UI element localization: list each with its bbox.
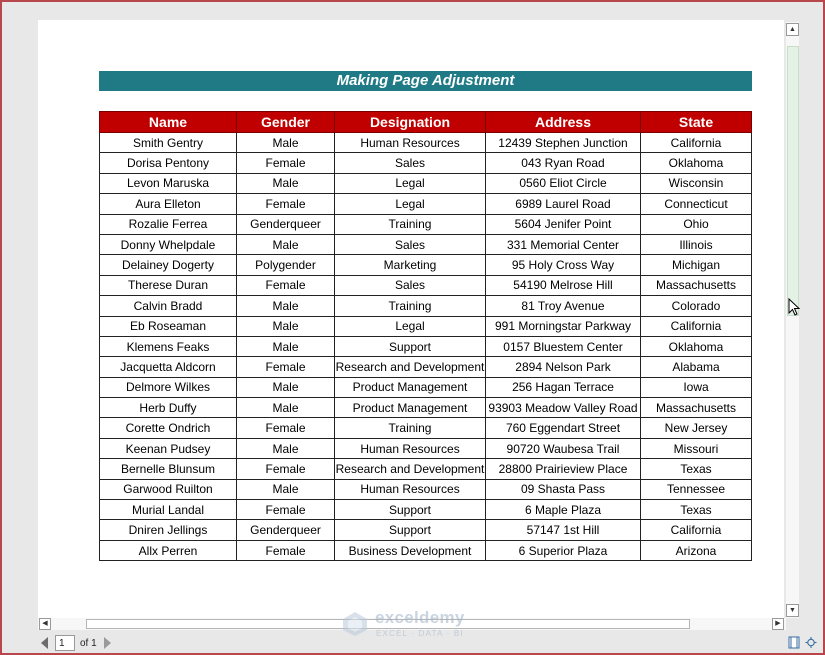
table-row bbox=[100, 520, 752, 540]
cell-address: 90720 Waubesa Trail bbox=[486, 438, 641, 458]
cell-designation: Legal bbox=[335, 194, 486, 214]
table-row bbox=[100, 459, 752, 479]
cell-gender: Male bbox=[237, 438, 335, 458]
cell-state: Wisconsin bbox=[641, 173, 752, 193]
cell-name: Bernelle Blunsum bbox=[100, 459, 237, 479]
cell-gender: Male bbox=[237, 377, 335, 397]
table-row bbox=[100, 316, 752, 336]
cell-designation: Training bbox=[335, 418, 486, 438]
cell-gender: Female bbox=[237, 540, 335, 560]
cell-designation: Training bbox=[335, 214, 486, 234]
cell-name: Dorisa Pentony bbox=[100, 153, 237, 173]
cell-designation: Product Management bbox=[335, 377, 486, 397]
table-row bbox=[100, 479, 752, 499]
cell-state: Colorado bbox=[641, 296, 752, 316]
cell-state: Connecticut bbox=[641, 194, 752, 214]
cell-gender: Female bbox=[237, 500, 335, 520]
triangle-left-icon[interactable] bbox=[41, 637, 48, 649]
cell-gender: Male bbox=[237, 398, 335, 418]
table-row bbox=[100, 357, 752, 377]
table-row bbox=[100, 438, 752, 458]
cell-address: 256 Hagan Terrace bbox=[486, 377, 641, 397]
cell-gender: Female bbox=[237, 418, 335, 438]
table-row bbox=[100, 255, 752, 275]
cell-designation: Human Resources bbox=[335, 479, 486, 499]
cell-designation: Sales bbox=[335, 234, 486, 254]
table-row bbox=[100, 153, 752, 173]
data-table bbox=[99, 111, 752, 561]
arrow-right-icon[interactable]: ▶ bbox=[772, 618, 784, 630]
page-title: Making Page Adjustment bbox=[99, 71, 752, 91]
cell-designation: Marketing bbox=[335, 255, 486, 275]
cell-state: Massachusetts bbox=[641, 398, 752, 418]
cell-state: Tennessee bbox=[641, 479, 752, 499]
vertical-scrollbar[interactable] bbox=[786, 22, 799, 618]
table-row bbox=[100, 377, 752, 397]
column-header-state: State bbox=[641, 112, 752, 133]
cell-name: Herb Duffy bbox=[100, 398, 237, 418]
cell-state: Texas bbox=[641, 500, 752, 520]
cell-gender: Male bbox=[237, 296, 335, 316]
cell-name: Allx Perren bbox=[100, 540, 237, 560]
cell-address: 6989 Laurel Road bbox=[486, 194, 641, 214]
page-margins-icon[interactable] bbox=[788, 636, 800, 649]
cell-gender: Female bbox=[237, 153, 335, 173]
cell-address: 12439 Stephen Junction bbox=[486, 133, 641, 153]
cell-gender: Female bbox=[237, 357, 335, 377]
cell-address: 09 Shasta Pass bbox=[486, 479, 641, 499]
cell-state: Ohio bbox=[641, 214, 752, 234]
cell-name: Calvin Bradd bbox=[100, 296, 237, 316]
cell-gender: Male bbox=[237, 336, 335, 356]
cell-designation: Research and Development bbox=[335, 357, 486, 377]
mouse-cursor-icon bbox=[788, 298, 800, 316]
table-row bbox=[100, 398, 752, 418]
cell-state: Massachusetts bbox=[641, 275, 752, 295]
cell-state: Oklahoma bbox=[641, 336, 752, 356]
column-header-address: Address bbox=[486, 112, 641, 133]
table-row bbox=[100, 234, 752, 254]
cell-state: California bbox=[641, 520, 752, 540]
cell-state: Arizona bbox=[641, 540, 752, 560]
cell-state: Texas bbox=[641, 459, 752, 479]
column-header-name: Name bbox=[100, 112, 237, 133]
cell-gender: Male bbox=[237, 173, 335, 193]
cell-state: California bbox=[641, 316, 752, 336]
cell-name: Levon Maruska bbox=[100, 173, 237, 193]
cell-designation: Research and Development bbox=[335, 459, 486, 479]
cell-name: Klemens Feaks bbox=[100, 336, 237, 356]
watermark-name: exceldemy bbox=[375, 608, 465, 627]
cell-address: 93903 Meadow Valley Road bbox=[486, 398, 641, 418]
cell-designation: Training bbox=[335, 296, 486, 316]
cell-state: Missouri bbox=[641, 438, 752, 458]
cell-name: Jacquetta Aldcorn bbox=[100, 357, 237, 377]
table-row bbox=[100, 296, 752, 316]
cell-gender: Genderqueer bbox=[237, 520, 335, 540]
column-header-designation: Designation bbox=[335, 112, 486, 133]
cell-name: Murial Landal bbox=[100, 500, 237, 520]
table-row bbox=[100, 214, 752, 234]
cell-state: Iowa bbox=[641, 377, 752, 397]
preview-page bbox=[38, 20, 784, 618]
cell-gender: Male bbox=[237, 316, 335, 336]
cell-state: Michigan bbox=[641, 255, 752, 275]
cell-designation: Support bbox=[335, 336, 486, 356]
zoom-to-page-icon[interactable] bbox=[805, 636, 817, 649]
cell-address: 57147 1st Hill bbox=[486, 520, 641, 540]
table-row bbox=[100, 194, 752, 214]
cell-address: 043 Ryan Road bbox=[486, 153, 641, 173]
cell-address: 6 Superior Plaza bbox=[486, 540, 641, 560]
cell-address: 5604 Jenifer Point bbox=[486, 214, 641, 234]
cell-name: Eb Roseaman bbox=[100, 316, 237, 336]
arrow-left-icon[interactable]: ◀ bbox=[39, 618, 51, 630]
cell-gender: Genderqueer bbox=[237, 214, 335, 234]
table-row bbox=[100, 133, 752, 153]
cell-designation: Legal bbox=[335, 316, 486, 336]
watermark-tagline: EXCEL · DATA · BI bbox=[376, 629, 464, 638]
cell-address: 95 Holy Cross Way bbox=[486, 255, 641, 275]
page-number-input[interactable]: 1 bbox=[55, 635, 75, 651]
cell-designation: Business Development bbox=[335, 540, 486, 560]
table-row bbox=[100, 500, 752, 520]
cell-gender: Female bbox=[237, 275, 335, 295]
cell-gender: Female bbox=[237, 194, 335, 214]
cell-address: 54190 Melrose Hill bbox=[486, 275, 641, 295]
table-row bbox=[100, 418, 752, 438]
cell-name: Garwood Ruilton bbox=[100, 479, 237, 499]
vertical-scroll-thumb[interactable] bbox=[787, 46, 799, 316]
cell-address: 81 Troy Avenue bbox=[486, 296, 641, 316]
cell-name: Aura Elleton bbox=[100, 194, 237, 214]
table-header-row bbox=[100, 112, 752, 133]
column-header-gender: Gender bbox=[237, 112, 335, 133]
cell-name: Keenan Pudsey bbox=[100, 438, 237, 458]
cell-gender: Female bbox=[237, 459, 335, 479]
cell-gender: Male bbox=[237, 234, 335, 254]
cell-address: 28800 Prairieview Place bbox=[486, 459, 641, 479]
cell-state: New Jersey bbox=[641, 418, 752, 438]
cell-gender: Polygender bbox=[237, 255, 335, 275]
cell-name: Donny Whelpdale bbox=[100, 234, 237, 254]
status-bar bbox=[38, 634, 818, 654]
table-row bbox=[100, 336, 752, 356]
cell-name: Dniren Jellings bbox=[100, 520, 237, 540]
cell-designation: Product Management bbox=[335, 398, 486, 418]
cell-designation: Legal bbox=[335, 173, 486, 193]
cell-designation: Human Resources bbox=[335, 438, 486, 458]
triangle-right-icon[interactable] bbox=[104, 637, 111, 649]
table-row bbox=[100, 173, 752, 193]
cell-state: Alabama bbox=[641, 357, 752, 377]
arrow-down-icon[interactable]: ▼ bbox=[786, 604, 799, 617]
cell-designation: Human Resources bbox=[335, 133, 486, 153]
cell-name: Smith Gentry bbox=[100, 133, 237, 153]
cell-address: 0157 Bluestem Center bbox=[486, 336, 641, 356]
cell-name: Corette Ondrich bbox=[100, 418, 237, 438]
cell-name: Therese Duran bbox=[100, 275, 237, 295]
table-row bbox=[100, 275, 752, 295]
cell-designation: Sales bbox=[335, 153, 486, 173]
table-body bbox=[100, 133, 752, 561]
cell-name: Delmore Wilkes bbox=[100, 377, 237, 397]
arrow-up-icon[interactable]: ▲ bbox=[786, 23, 799, 36]
cell-name: Delainey Dogerty bbox=[100, 255, 237, 275]
cell-designation: Sales bbox=[335, 275, 486, 295]
cell-name: Rozalie Ferrea bbox=[100, 214, 237, 234]
cell-address: 760 Eggendart Street bbox=[486, 418, 641, 438]
cell-state: Illinois bbox=[641, 234, 752, 254]
page-total-label: of 1 bbox=[80, 638, 97, 649]
cell-designation: Support bbox=[335, 500, 486, 520]
cell-state: Oklahoma bbox=[641, 153, 752, 173]
cell-address: 0560 Eliot Circle bbox=[486, 173, 641, 193]
cell-gender: Male bbox=[237, 133, 335, 153]
cell-gender: Male bbox=[237, 479, 335, 499]
table-row bbox=[100, 540, 752, 560]
cell-address: 6 Maple Plaza bbox=[486, 500, 641, 520]
cell-address: 2894 Nelson Park bbox=[486, 357, 641, 377]
cell-address: 331 Memorial Center bbox=[486, 234, 641, 254]
cell-address: 991 Morningstar Parkway bbox=[486, 316, 641, 336]
cell-state: California bbox=[641, 133, 752, 153]
cell-designation: Support bbox=[335, 520, 486, 540]
